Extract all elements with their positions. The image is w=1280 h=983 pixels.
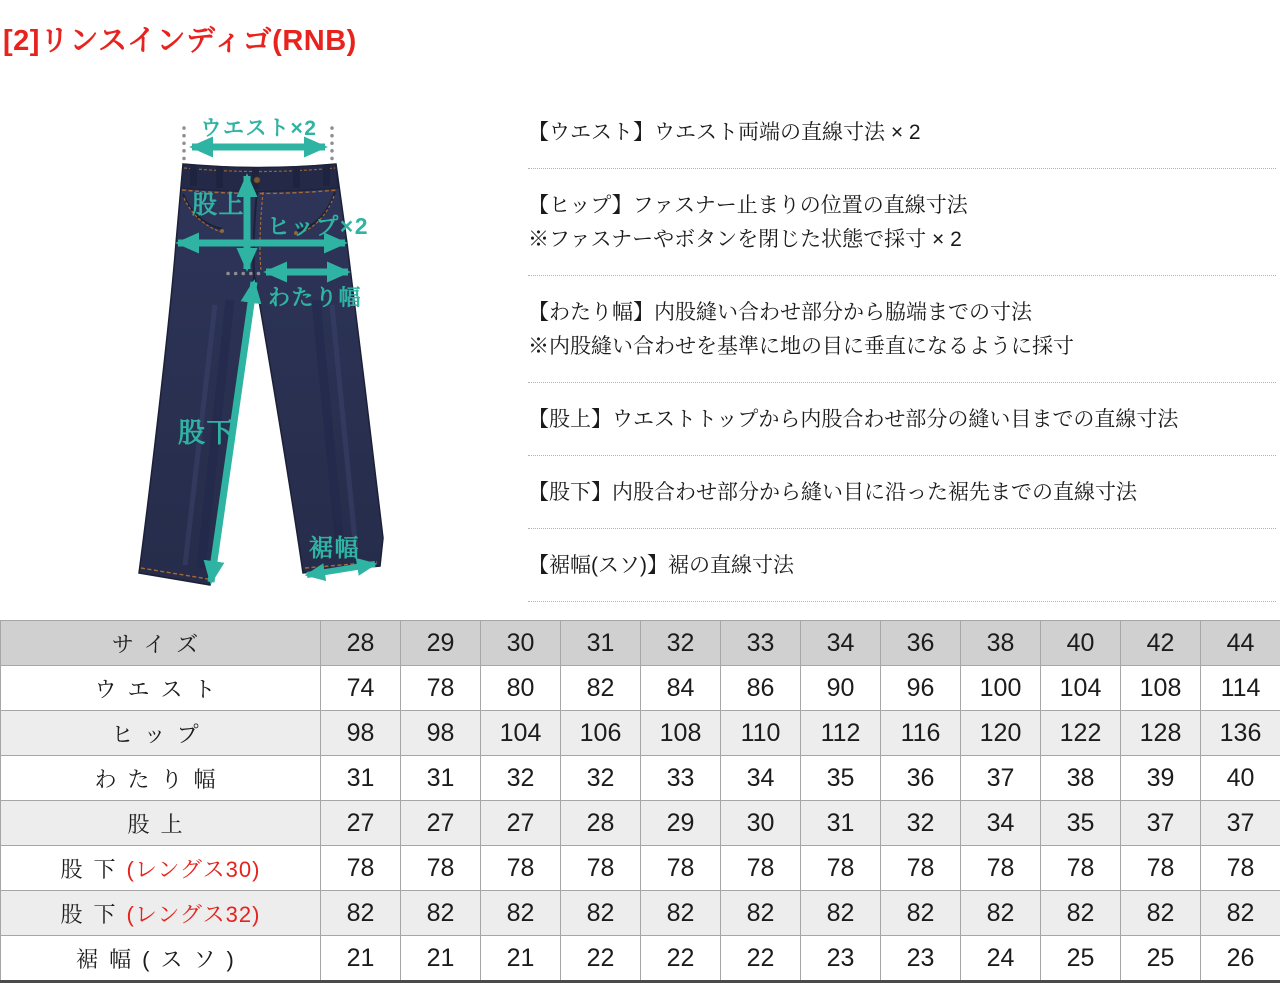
size-column-header: 38 xyxy=(961,621,1041,666)
size-cell: 40 xyxy=(1201,756,1280,801)
size-cell: 78 xyxy=(1121,846,1201,891)
measurement-note-line: 【わたり幅】内股縫い合わせ部分から脇端までの寸法 xyxy=(528,296,1276,330)
measurement-notes xyxy=(528,108,1276,602)
size-cell: 78 xyxy=(401,666,481,711)
size-column-header: 34 xyxy=(801,621,881,666)
size-cell: 32 xyxy=(561,756,641,801)
size-cell: 108 xyxy=(641,711,721,756)
size-cell: 104 xyxy=(1041,666,1121,711)
size-cell: 24 xyxy=(961,936,1041,982)
measurement-note xyxy=(528,383,1276,456)
size-column-header: 31 xyxy=(561,621,641,666)
size-cell: 82 xyxy=(1201,891,1280,936)
size-cell: 78 xyxy=(1201,846,1280,891)
size-column-header: 30 xyxy=(481,621,561,666)
size-cell: 78 xyxy=(401,846,481,891)
size-cell: 98 xyxy=(401,711,481,756)
size-cell: 78 xyxy=(721,846,801,891)
row-label: 裾幅(スソ) xyxy=(1,936,321,982)
size-cell: 22 xyxy=(561,936,641,982)
size-cell: 82 xyxy=(641,891,721,936)
measurement-note xyxy=(528,529,1276,602)
size-cell: 28 xyxy=(561,801,641,846)
size-cell: 23 xyxy=(801,936,881,982)
size-cell: 84 xyxy=(641,666,721,711)
size-table-row xyxy=(1,756,1280,801)
size-cell: 29 xyxy=(641,801,721,846)
size-cell: 25 xyxy=(1121,936,1201,982)
size-cell: 27 xyxy=(401,801,481,846)
size-cell: 22 xyxy=(641,936,721,982)
size-cell: 32 xyxy=(481,756,561,801)
waist-label: ウエスト×2 xyxy=(201,117,318,140)
size-table-corner-label: サイズ xyxy=(1,621,321,666)
size-table-header-row xyxy=(1,621,1280,666)
size-column-header: 36 xyxy=(881,621,961,666)
size-cell: 82 xyxy=(321,891,401,936)
size-cell: 37 xyxy=(961,756,1041,801)
size-table-row xyxy=(1,666,1280,711)
measurement-note-line: 【ヒップ】ファスナー止まりの位置の直線寸法 xyxy=(528,189,1276,223)
measurement-note-line: 【股上】ウエストトップから内股合わせ部分の縫い目までの直線寸法 xyxy=(528,403,1276,437)
measurement-note-line: 【ウエスト】ウエスト両端の直線寸法 × 2 xyxy=(528,116,1276,150)
size-column-header: 29 xyxy=(401,621,481,666)
size-column-header: 28 xyxy=(321,621,401,666)
size-cell: 78 xyxy=(481,846,561,891)
size-cell: 78 xyxy=(641,846,721,891)
size-cell: 90 xyxy=(801,666,881,711)
size-cell: 21 xyxy=(481,936,561,982)
row-label-length-note: (レングス30) xyxy=(127,857,261,882)
size-cell: 98 xyxy=(321,711,401,756)
size-cell: 108 xyxy=(1121,666,1201,711)
size-cell: 116 xyxy=(881,711,961,756)
size-cell: 128 xyxy=(1121,711,1201,756)
size-cell: 37 xyxy=(1201,801,1280,846)
size-cell: 34 xyxy=(721,756,801,801)
row-label: ヒップ xyxy=(1,711,321,756)
size-cell: 78 xyxy=(561,846,641,891)
size-cell: 80 xyxy=(481,666,561,711)
size-table-row xyxy=(1,936,1280,982)
size-cell: 74 xyxy=(321,666,401,711)
belt-loop xyxy=(323,165,330,186)
size-cell: 78 xyxy=(801,846,881,891)
hip-label: ヒップ×2 xyxy=(267,213,369,239)
size-cell: 27 xyxy=(321,801,401,846)
measurement-note xyxy=(528,276,1276,383)
measurement-note xyxy=(528,169,1276,276)
size-cell: 35 xyxy=(801,756,881,801)
size-cell: 39 xyxy=(1121,756,1201,801)
size-table xyxy=(0,620,1280,983)
size-cell: 26 xyxy=(1201,936,1280,982)
size-column-header: 33 xyxy=(721,621,801,666)
row-label-length-note: (レングス32) xyxy=(127,902,261,927)
size-cell: 23 xyxy=(881,936,961,982)
size-column-header: 40 xyxy=(1041,621,1121,666)
measurement-note-line: ※内股縫い合わせを基準に地の目に垂直になるように採寸 xyxy=(528,330,1276,364)
thigh-label: わたり幅 xyxy=(268,285,362,310)
size-cell: 32 xyxy=(881,801,961,846)
size-cell: 38 xyxy=(1041,756,1121,801)
size-table-row xyxy=(1,711,1280,756)
size-cell: 110 xyxy=(721,711,801,756)
size-cell: 78 xyxy=(1041,846,1121,891)
row-label: 股上 xyxy=(1,801,321,846)
size-cell: 31 xyxy=(321,756,401,801)
jeans-diagram-svg xyxy=(80,90,520,620)
size-cell: 31 xyxy=(401,756,481,801)
size-cell: 122 xyxy=(1041,711,1121,756)
size-cell: 86 xyxy=(721,666,801,711)
jeans-button xyxy=(254,177,260,183)
size-cell: 21 xyxy=(401,936,481,982)
rise-label: 股上 xyxy=(192,191,245,219)
size-cell: 82 xyxy=(801,891,881,936)
row-label: わたり幅 xyxy=(1,756,321,801)
size-column-header: 32 xyxy=(641,621,721,666)
measurement-note-line: 【股下】内股合わせ部分から縫い目に沿った裾先までの直線寸法 xyxy=(528,476,1276,510)
row-label: 股下(レングス32) xyxy=(1,891,321,936)
size-cell: 25 xyxy=(1041,936,1121,982)
size-cell: 82 xyxy=(1121,891,1201,936)
measurement-note-line: 【裾幅(スソ)】裾の直線寸法 xyxy=(528,549,1276,583)
size-cell: 78 xyxy=(321,846,401,891)
size-cell: 82 xyxy=(881,891,961,936)
measurement-note xyxy=(528,108,1276,169)
measurement-note-line: ※ファスナーやボタンを閉じた状態で採寸 × 2 xyxy=(528,223,1276,257)
size-column-header: 44 xyxy=(1201,621,1280,666)
size-cell: 106 xyxy=(561,711,641,756)
size-cell: 30 xyxy=(721,801,801,846)
size-cell: 136 xyxy=(1201,711,1280,756)
size-cell: 100 xyxy=(961,666,1041,711)
size-cell: 82 xyxy=(401,891,481,936)
size-cell: 35 xyxy=(1041,801,1121,846)
size-cell: 82 xyxy=(561,891,641,936)
jeans-measurement-diagram xyxy=(80,90,520,620)
size-cell: 82 xyxy=(961,891,1041,936)
size-table-row xyxy=(1,801,1280,846)
size-cell: 36 xyxy=(881,756,961,801)
size-cell: 82 xyxy=(1041,891,1121,936)
size-cell: 114 xyxy=(1201,666,1280,711)
size-cell: 96 xyxy=(881,666,961,711)
belt-loop xyxy=(216,167,223,188)
row-label: 股下(レングス30) xyxy=(1,846,321,891)
size-table-row xyxy=(1,891,1280,936)
size-cell: 104 xyxy=(481,711,561,756)
size-cell: 21 xyxy=(321,936,401,982)
measurement-note xyxy=(528,456,1276,529)
inseam-label: 股下 xyxy=(178,418,235,448)
size-cell: 31 xyxy=(801,801,881,846)
size-cell: 82 xyxy=(721,891,801,936)
size-cell: 78 xyxy=(961,846,1041,891)
size-cell: 34 xyxy=(961,801,1041,846)
size-column-header: 42 xyxy=(1121,621,1201,666)
size-cell: 82 xyxy=(481,891,561,936)
size-table-row xyxy=(1,846,1280,891)
size-cell: 22 xyxy=(721,936,801,982)
size-cell: 78 xyxy=(881,846,961,891)
belt-loop xyxy=(190,165,197,186)
size-cell: 112 xyxy=(801,711,881,756)
size-cell: 27 xyxy=(481,801,561,846)
hem-label: 裾幅 xyxy=(309,535,360,562)
size-cell: 82 xyxy=(561,666,641,711)
row-label: ウエスト xyxy=(1,666,321,711)
size-cell: 37 xyxy=(1121,801,1201,846)
page-title: [2]リンスインディゴ(RNB) xyxy=(3,18,357,59)
size-cell: 120 xyxy=(961,711,1041,756)
size-cell: 33 xyxy=(641,756,721,801)
belt-loop xyxy=(293,167,300,188)
